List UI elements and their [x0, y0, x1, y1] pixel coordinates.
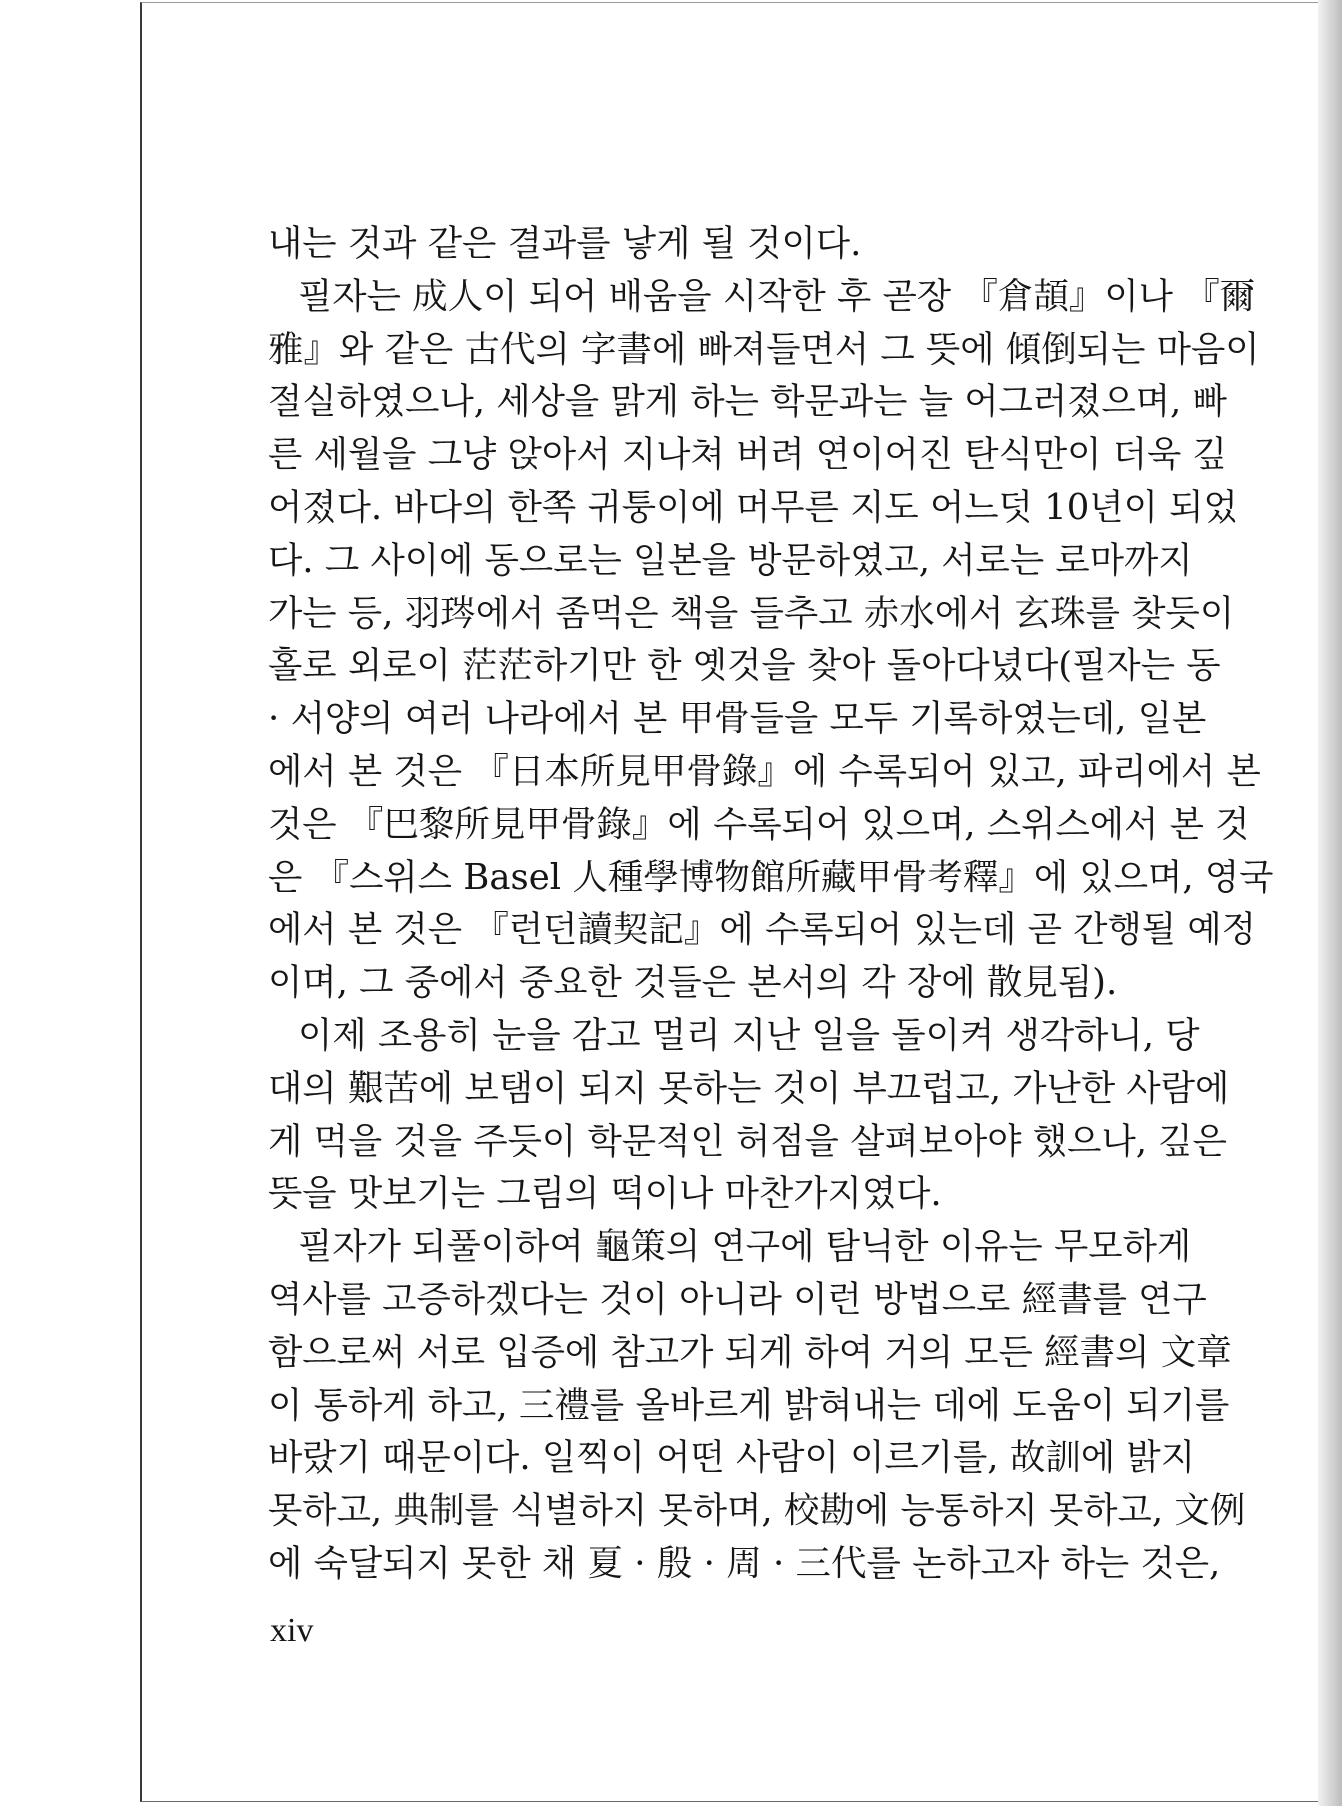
body-text: [268, 218, 1274, 1591]
page-number: xiv: [270, 1612, 314, 1649]
text-line-25: 못하고, 典制를 식별하지 못하며, 校勘에 능통하지 못하고, 文例: [268, 1490, 1246, 1532]
text-line-3: 雅』와 같은 古代의 字書에 빠져들면서 그 뜻에 傾倒되는 마음이: [268, 328, 1260, 370]
text-line-10: · 서양의 여러 나라에서 본 甲骨들을 모두 기록하였는데, 일본: [268, 698, 1207, 740]
text-line-23: 이 통하게 하고, 三禮를 올바르게 밝혀내는 데에 도움이 되기를: [268, 1384, 1230, 1426]
text-line-7: 다. 그 사이에 동으로는 일본을 방문하였고, 서로는 로마까지: [268, 539, 1193, 581]
text-line-22: 함으로써 서로 입증에 참고가 되게 하여 거의 모든 經書의 文章: [268, 1331, 1232, 1373]
text-line-20: 필자가 되풀이하여 龜策의 연구에 탐닉한 이유는 무모하게: [298, 1226, 1192, 1268]
text-line-17: 대의 艱苦에 보탬이 되지 못하는 것이 부끄럽고, 가난한 사람에: [268, 1067, 1230, 1109]
text-line-24: 바랐기 때문이다. 일찍이 어떤 사람이 이르기를, 故訓에 밝지: [268, 1437, 1196, 1479]
text-line-8: 가는 등, 羽琌에서 좀먹은 책을 들추고 赤水에서 玄珠를 찾듯이: [268, 592, 1235, 634]
text-line-13: 은 『스위스 Basel 人種學博物館所藏甲骨考釋』에 있으며, 영국: [268, 856, 1274, 898]
text-line-12: 것은 『巴黎所見甲骨錄』에 수록되어 있으며, 스위스에서 본 것: [268, 803, 1250, 845]
text-line-4: 절실하였으나, 세상을 맑게 하는 학문과는 늘 어그러졌으며, 빠: [268, 381, 1227, 423]
page-edge-shadow: [1318, 0, 1342, 1806]
text-line-6: 어졌다. 바다의 한쪽 귀퉁이에 머무른 지도 어느덧 10년이 되었: [268, 486, 1238, 528]
text-line-9: 홀로 외로이 茫茫하기만 한 옛것을 찾아 돌아다녔다(필자는 동: [268, 645, 1221, 687]
text-line-26: 에 숙달되지 못한 채 夏 · 殷 · 周 · 三代를 논하고자 하는 것은,: [268, 1542, 1221, 1584]
text-line-15: 이며, 그 중에서 중요한 것들은 본서의 각 장에 散見됨).: [268, 962, 1118, 1004]
text-line-5: 른 세월을 그냥 앉아서 지나쳐 버려 연이어진 탄식만이 더욱 깊: [268, 434, 1227, 476]
text-line-18: 게 먹을 것을 주듯이 학문적인 허점을 살펴보아야 했으나, 깊은: [268, 1120, 1227, 1162]
text-line-1: 내는 것과 같은 결과를 낳게 될 것이다.: [268, 223, 862, 264]
text-line-19: 뜻을 맛보기는 그림의 떡이나 마찬가지였다.: [268, 1173, 942, 1215]
text-line-21: 역사를 고증하겠다는 것이 아니라 이런 방법으로 經書를 연구: [268, 1278, 1207, 1320]
text-line-11: 에서 본 것은 『日本所見甲骨錄』에 수록되어 있고, 파리에서 본: [268, 750, 1261, 792]
text-line-16: 이제 조용히 눈을 감고 멀리 지난 일을 돌이켜 생각하니, 당: [298, 1014, 1200, 1056]
text-line-2: 필자는 成人이 되어 배움을 시작한 후 곧장 『倉頡』이나 『爾: [298, 275, 1256, 317]
text-line-14: 에서 본 것은 『런던讀契記』에 수록되어 있는데 곧 간행될 예정: [268, 909, 1256, 951]
